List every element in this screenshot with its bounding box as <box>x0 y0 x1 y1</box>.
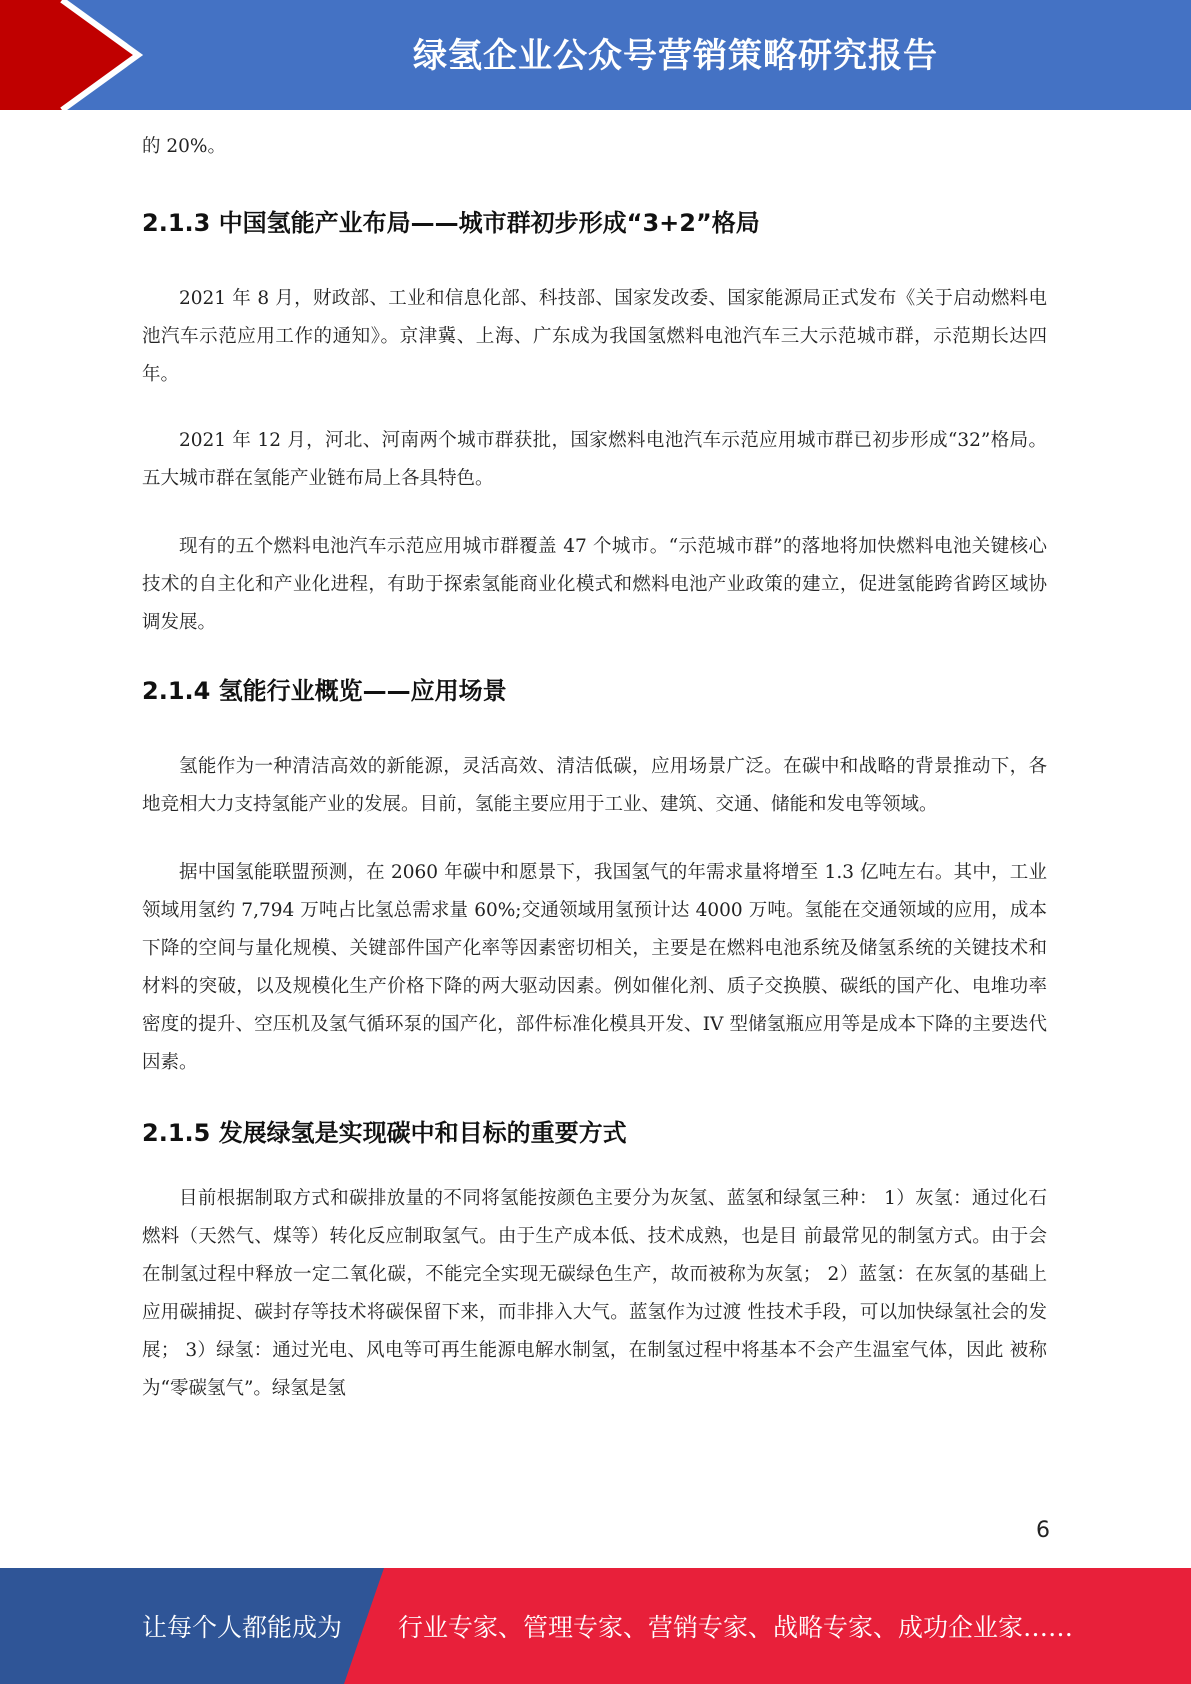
paragraph: 2021 年 12 月，河北、河南两个城市群获批，国家燃料电池汽车示范应用城市群已初步形成“32”格局。五大城市群在氢能产业链布局上各具特色。 <box>142 430 1047 489</box>
paragraph: 现有的五个燃料电池汽车示范应用城市群覆盖 47 个城市。“示范城市群”的落地将加快燃料电池关键核心技术的自主化和产业化进程，有助于探索氢能商业化模式和燃料电池产业政策的建立，促进氢能跨省跨区域协调发展。 <box>142 536 1047 633</box>
page-header <box>0 0 1191 110</box>
document-body <box>142 128 1047 1408</box>
footer-slogan-right: 行业专家、管理专家、营销专家、战略专家、成功企业家…… <box>398 1613 1074 1642</box>
paragraph: 目前根据制取方式和碳排放量的不同将氢能按颜色主要分为灰氢、蓝氢和绿氢三种： 1）灰氢：通过化石燃料（天然气、煤等）转化反应制取氢气。由于生产成本低、技术成熟，也是目 前最常见的制氢方式。由于会在制氢过程中释放一定二氧化碳，不能完全实现无碳绿色生产，故而被称为灰氢； 2）蓝氢：在灰氢的基础上应用碳捕捉、碳封存等技术将碳保留下来，而非排入大气。蓝氢作为过渡 性技术手段，可以加快绿氢社会的发展； 3）绿氢：通过光电、风电等可再生能源电解水制氢，在制氢过程中将基本不会产生温室气体，因此 被称为“零碳氢气”。绿氢是氢 <box>142 1188 1047 1399</box>
section-heading-2-1-4: 2.1.4 氢能行业概览——应用场景 <box>142 677 507 705</box>
paragraph: 2021 年 8 月，财政部、工业和信息化部、科技部、国家发改委、国家能源局正式发布《关于启动燃料电池汽车示范应用工作的通知》。京津冀、上海、广东成为我国氢燃料电池汽车三大示范城市群，示范期长达四年。 <box>142 288 1047 385</box>
report-title: 绿氢企业公众号营销策略研究报告 <box>413 35 938 76</box>
page-number: 6 <box>1036 1518 1050 1543</box>
header-arrow-decoration <box>0 0 160 110</box>
footer-slogan-left: 让每个人都能成为 <box>142 1613 343 1642</box>
section-heading-2-1-3: 2.1.3 中国氢能产业布局——城市群初步形成“3+2”格局 <box>142 209 760 237</box>
page-footer <box>0 1568 1191 1684</box>
paragraph: 据中国氢能联盟预测，在 2060 年碳中和愿景下，我国氢气的年需求量将增至 1.3 亿吨左右。其中，工业领域用氢约 7,794 万吨占比氢总需求量 60%;交通领域用氢预计达 4000 万吨。氢能在交通领域的应用，成本下降的空间与量化规模、关键部件国产化率等因素密切相关，主要是在燃料电池系统及储氢系统的关键技术和材料的突破，以及规模化生产价格下降的两大驱动因素。例如催化剂、质子交换膜、碳纸的国产化、电堆功率密度的提升、空压机及氢气循环泵的国产化，部件标准化模具开发、IV 型储氢瓶应用等是成本下降的主要迭代因素。 <box>142 862 1047 1073</box>
section-heading-2-1-5: 2.1.5 发展绿氢是实现碳中和目标的重要方式 <box>142 1119 627 1147</box>
paragraph-continued: 的 20%。 <box>142 136 226 157</box>
paragraph: 氢能作为一种清洁高效的新能源，灵活高效、清洁低碳，应用场景广泛。在碳中和战略的背景推动下，各地竞相大力支持氢能产业的发展。目前，氢能主要应用于工业、建筑、交通、储能和发电等领域。 <box>142 756 1047 815</box>
